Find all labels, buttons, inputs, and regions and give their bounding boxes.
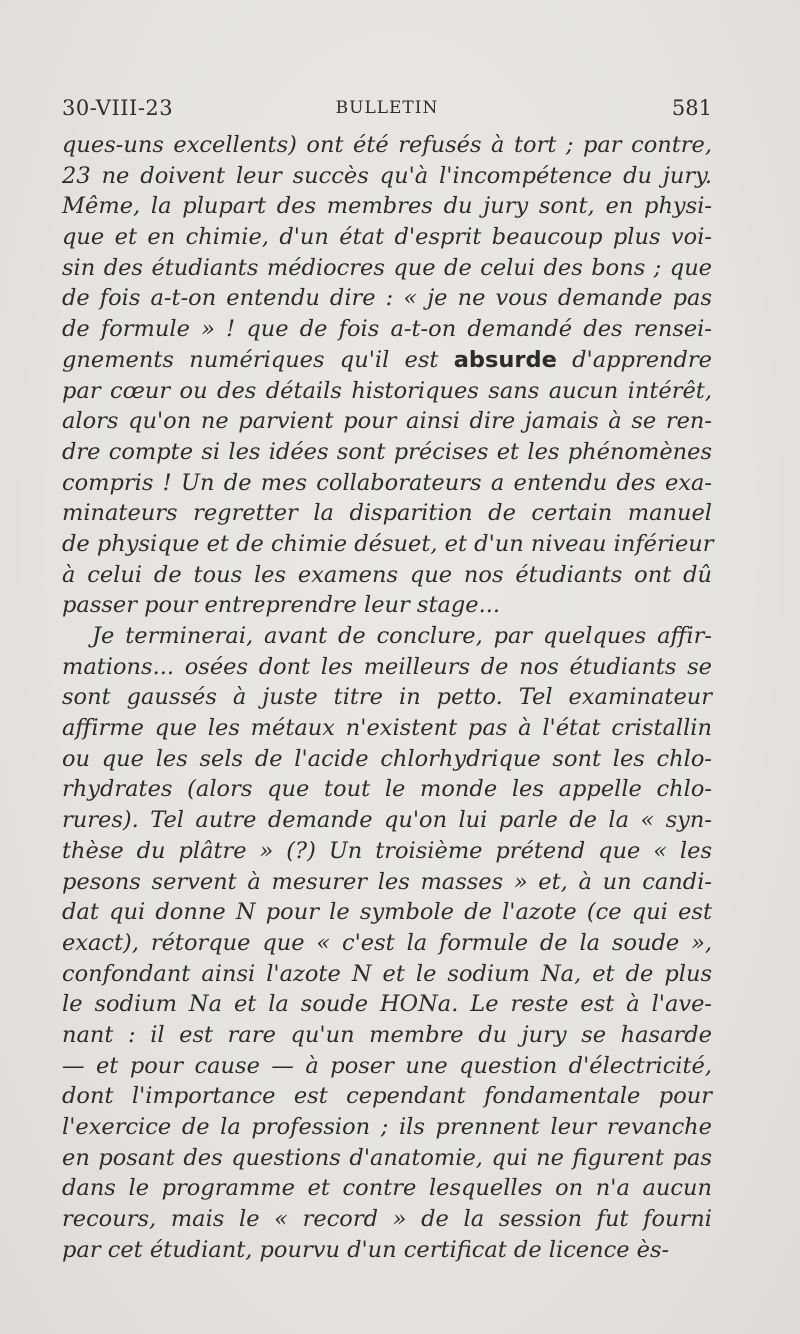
running-header: [62, 96, 712, 128]
text-segment: de formule » ! que de fois a-t-on demandé des rensei-: [62, 316, 712, 343]
text-line: [62, 1143, 712, 1174]
text-segment: exact), rétorque que « c'est la formule de la soude »,: [62, 929, 712, 956]
text-segment: minateurs regretter la disparition de certain manuel: [62, 500, 712, 527]
text-segment: ques-uns excellents) ont été refusés à tort ; par contre,: [62, 132, 712, 158]
header-date: 30-VIII-23: [62, 96, 174, 120]
text-line: [62, 805, 712, 836]
header-title: BULLETIN: [335, 98, 439, 118]
paragraph: [62, 621, 712, 1265]
text-line: [62, 498, 712, 529]
text-segment: de physique et de chimie désuet, et d'un niveau inférieur: [62, 530, 714, 557]
text-line: [62, 590, 712, 621]
text-line: [62, 406, 712, 437]
text-segment: par cet étudiant, pourvu d'un certificat de licence ès-: [62, 1236, 670, 1263]
text-segment: d'apprendre: [556, 346, 713, 373]
emphasized-word: absurde: [453, 346, 557, 373]
text-line: [62, 682, 712, 713]
text-line: [62, 989, 712, 1020]
text-segment: rhydrates (alors que tout le monde les appelle chlo-: [62, 776, 712, 803]
text-line: [62, 959, 712, 990]
text-line: [62, 161, 712, 192]
page-number: 581: [671, 96, 712, 120]
text-line: [62, 468, 712, 499]
text-line: [62, 774, 712, 805]
text-segment: dans le programme et contre lesquelles on n'a aucun: [62, 1175, 712, 1202]
text-segment: ou que les sels de l'acide chlorhydrique sont les chlo-: [62, 745, 712, 772]
text-segment: 23 ne doivent leur succès qu'à l'incompétence du jury.: [62, 162, 712, 189]
text-line: [62, 222, 712, 253]
text-line: [62, 1020, 712, 1051]
text-line: [62, 928, 712, 959]
text-line: [62, 283, 712, 314]
text-segment: rures). Tel autre demande qu'on lui parle de la « syn-: [62, 807, 712, 834]
text-line: [62, 437, 712, 468]
text-segment: recours, mais le « record » de la session fut fourni: [62, 1206, 712, 1233]
text-line: [62, 1112, 712, 1143]
text-segment: le sodium Na et la soude HONa. Le reste est à l'ave-: [62, 991, 712, 1018]
text-line: [62, 621, 712, 652]
text-segment: sin des étudiants médiocres que de celui des bons ; que: [62, 254, 712, 281]
text-line: [62, 191, 712, 222]
text-segment: que et en chimie, d'un état d'esprit beaucoup plus voi-: [62, 224, 712, 251]
text-segment: dre compte si les idées sont précises et les phénomènes: [62, 438, 712, 465]
text-segment: nant : il est rare qu'un membre du jury se hasarde: [62, 1021, 712, 1048]
text-segment: sont gaussés à juste titre in petto. Tel examinateur: [62, 684, 712, 711]
text-line: [62, 314, 712, 345]
text-line: [62, 897, 712, 928]
text-segment: de fois a-t-on entendu dire : « je ne vous demande pas: [62, 285, 712, 312]
text-segment: confondant ainsi l'azote N et le sodium Na, et de plus: [62, 960, 712, 987]
text-line: [62, 1173, 712, 1204]
text-line: [62, 1081, 712, 1112]
text-segment: en posant des questions d'anatomie, qui ne figurent pas: [62, 1144, 712, 1171]
text-segment: Même, la plupart des membres du jury sont, en physi-: [62, 193, 712, 220]
text-segment: dat qui donne N pour le symbole de l'azote (ce qui est: [62, 899, 712, 926]
text-segment: — et pour cause — à poser une question d'électricité,: [62, 1052, 712, 1079]
text-segment: l'exercice de la profession ; ils prennent leur revanche: [62, 1114, 712, 1140]
text-line: [62, 376, 712, 407]
text-line: [62, 836, 712, 867]
text-line: [62, 867, 712, 898]
text-segment: gnements numériques qu'il est: [62, 346, 454, 373]
text-segment: Je terminerai, avant de conclure, par quelques affir-: [92, 623, 712, 649]
text-line: [62, 1051, 712, 1082]
text-segment: compris ! Un de mes collaborateurs a entendu des exa-: [62, 469, 712, 496]
text-segment: mations... osées dont les meilleurs de nos étudiants se: [62, 653, 712, 680]
text-line: [62, 130, 712, 161]
text-line: [62, 529, 712, 560]
text-line: [62, 1235, 712, 1266]
text-line: [62, 652, 712, 683]
text-segment: passer pour entreprendre leur stage...: [62, 592, 501, 619]
text-segment: pesons servent à mesurer les masses » et, à un candi-: [62, 868, 712, 895]
paragraph: [62, 130, 712, 621]
text-line: [62, 744, 712, 775]
text-segment: affirme que les métaux n'existent pas à l'état cristallin: [62, 715, 712, 742]
text-line: [62, 1204, 712, 1235]
text-line: [62, 253, 712, 284]
body-text: [62, 130, 712, 1265]
text-segment: à celui de tous les examens que nos étudiants ont dû: [62, 561, 712, 588]
text-segment: thèse du plâtre » (?) Un troisième prétend que « les: [62, 837, 712, 864]
text-line: [62, 560, 712, 591]
text-segment: alors qu'on ne parvient pour ainsi dire jamais à se ren-: [62, 408, 712, 435]
text-line: [62, 713, 712, 744]
text-segment: dont l'importance est cependant fondamentale pour: [62, 1083, 712, 1110]
text-line: [62, 345, 712, 376]
text-segment: par cœur ou des détails historiques sans aucun intérêt,: [62, 377, 712, 404]
